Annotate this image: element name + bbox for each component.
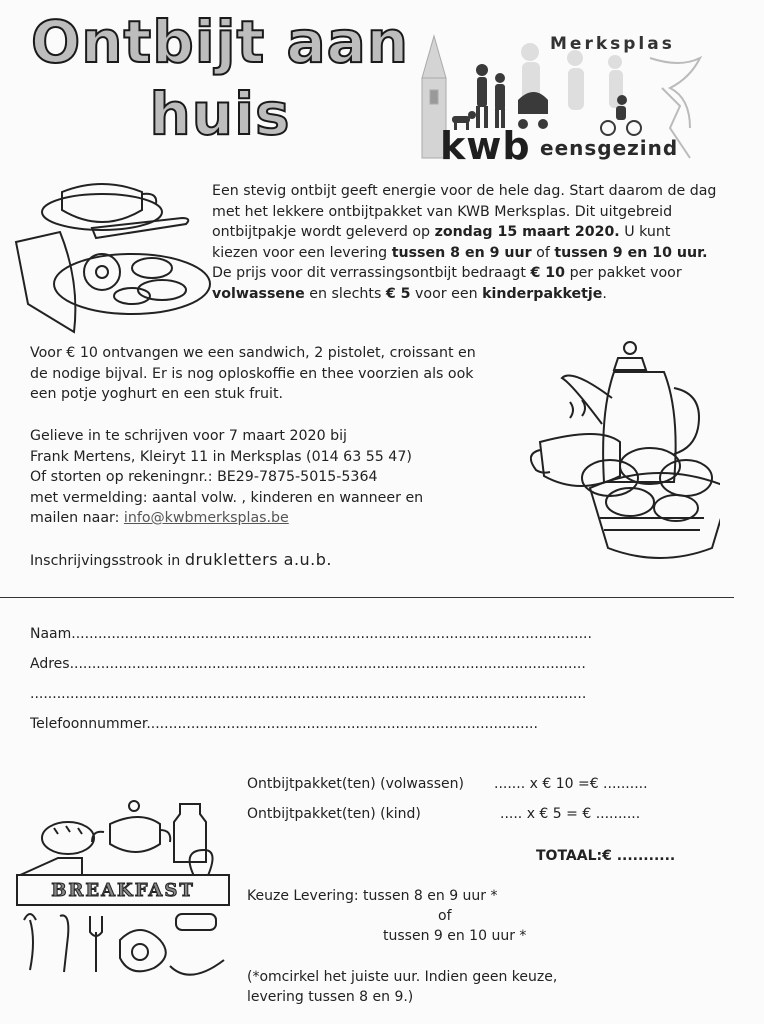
cut-line	[0, 597, 734, 598]
intro-text-5: per pakket voor	[565, 265, 682, 281]
price-child: € 5	[385, 285, 411, 302]
logo-brand: kwb	[440, 124, 531, 168]
contents-paragraph: Voor € 10 ontvangen we een sandwich, 2 pistolet, croissant en de nodige bijval. Er is nog oploskoffie en thee voorzien als ook een potje yoghurt en een stuk fruit.	[30, 345, 476, 402]
intro-text-7: voor een	[410, 285, 483, 302]
coffeepot-icon	[530, 338, 720, 560]
intro-text-3: of	[531, 244, 555, 261]
intro-text-2: U kunt kiezen voor een levering	[212, 224, 671, 261]
delivery-choice-2[interactable]: tussen 9 en 10 uur *	[383, 928, 527, 944]
order-adult-calc[interactable]: ....... x € 10 =€ ..........	[494, 776, 648, 792]
coffee-cup-icon	[12, 172, 212, 342]
mail-prefix: mailen naar:	[30, 510, 124, 526]
logo-place: Merksplas	[550, 34, 675, 54]
kids-label: kinderpakketje	[482, 285, 603, 302]
breakfast-doodle	[10, 790, 235, 990]
breakfast-sign-text: BREAKFAST	[51, 879, 195, 901]
strook-emphasis: drukletters a.u.b.	[184, 550, 332, 569]
delivery-date: zondag 15 maart 2020.	[434, 224, 620, 240]
kwb-logo	[400, 28, 720, 170]
delivery-note-1: (*omcirkel het juiste uur. Indien geen keuze,	[247, 969, 558, 985]
intro-text-6: en slechts	[304, 285, 386, 302]
intro-text-8: .	[602, 285, 607, 302]
order-total[interactable]: TOTAAL:€ ...........	[536, 848, 676, 864]
order-adult-label: Ontbijtpakket(ten) (volwassen)	[247, 776, 464, 792]
telefoon-field[interactable]: Telefoonnummer........................................................................................	[30, 716, 538, 732]
order-child-label: Ontbijtpakket(ten) (kind)	[247, 806, 421, 822]
logo-tagline: eensgezind	[540, 136, 679, 160]
delivery-note-2: levering tussen 8 en 9.)	[247, 989, 414, 1005]
adres-extra-field[interactable]: .............................................................................................................................	[30, 686, 587, 702]
email-link[interactable]: info@kwbmerksplas.be	[123, 510, 289, 526]
title-line-2: huis	[149, 80, 291, 148]
registration-block	[30, 426, 500, 529]
title-line-1: Ontbijt aan	[30, 8, 410, 76]
registration-line-1: Gelieve in te schrijven voor 7 maart 2020 bij	[30, 428, 347, 444]
breakfast-plate-illustration	[12, 172, 212, 342]
strook-instruction	[30, 550, 332, 572]
order-child-calc[interactable]: ..... x € 5 = € ..........	[500, 806, 641, 822]
adres-field[interactable]: Adres....................................................................................................................	[30, 656, 586, 672]
intro-text-1: Een stevig ontbijt geeft energie voor de hele dag. Start daarom de dag met het lekkere ontbijtpakket van KWB Merksplas. Dit uitgebreid ontbijtpakje wordt geleverd op	[212, 183, 717, 240]
registration-line-2: Frank Mertens, Kleiryt 11 in Merksplas (014 63 55 47)	[30, 448, 412, 465]
coffee-bread-illustration	[530, 338, 720, 560]
delivery-slot-1: tussen 8 en 9 uur	[391, 244, 532, 261]
strook-prefix: Inschrijvingsstrook in	[30, 553, 185, 569]
intro-text-4: De prijs voor dit verrassingsontbijt bedraagt	[212, 265, 531, 281]
registration-line-4: met vermelding: aantal volw. , kinderen en wanneer en	[30, 489, 424, 506]
breakfast-sign	[16, 874, 230, 906]
delivery-or: of	[438, 908, 452, 924]
page-title	[20, 8, 420, 148]
registration-line-3: Of storten op rekeningnr.: BE29-7875-5015-5364	[30, 469, 378, 485]
registration-line-5	[30, 508, 500, 529]
adults-label: volwassene	[212, 285, 305, 302]
price-adult: € 10	[530, 265, 566, 281]
delivery-choice-1[interactable]: Keuze Levering: tussen 8 en 9 uur *	[247, 888, 498, 904]
intro-paragraph	[212, 181, 717, 304]
naam-field[interactable]: Naam.....................................................................................................................	[30, 626, 592, 642]
delivery-slot-2: tussen 9 en 10 uur.	[554, 244, 708, 261]
